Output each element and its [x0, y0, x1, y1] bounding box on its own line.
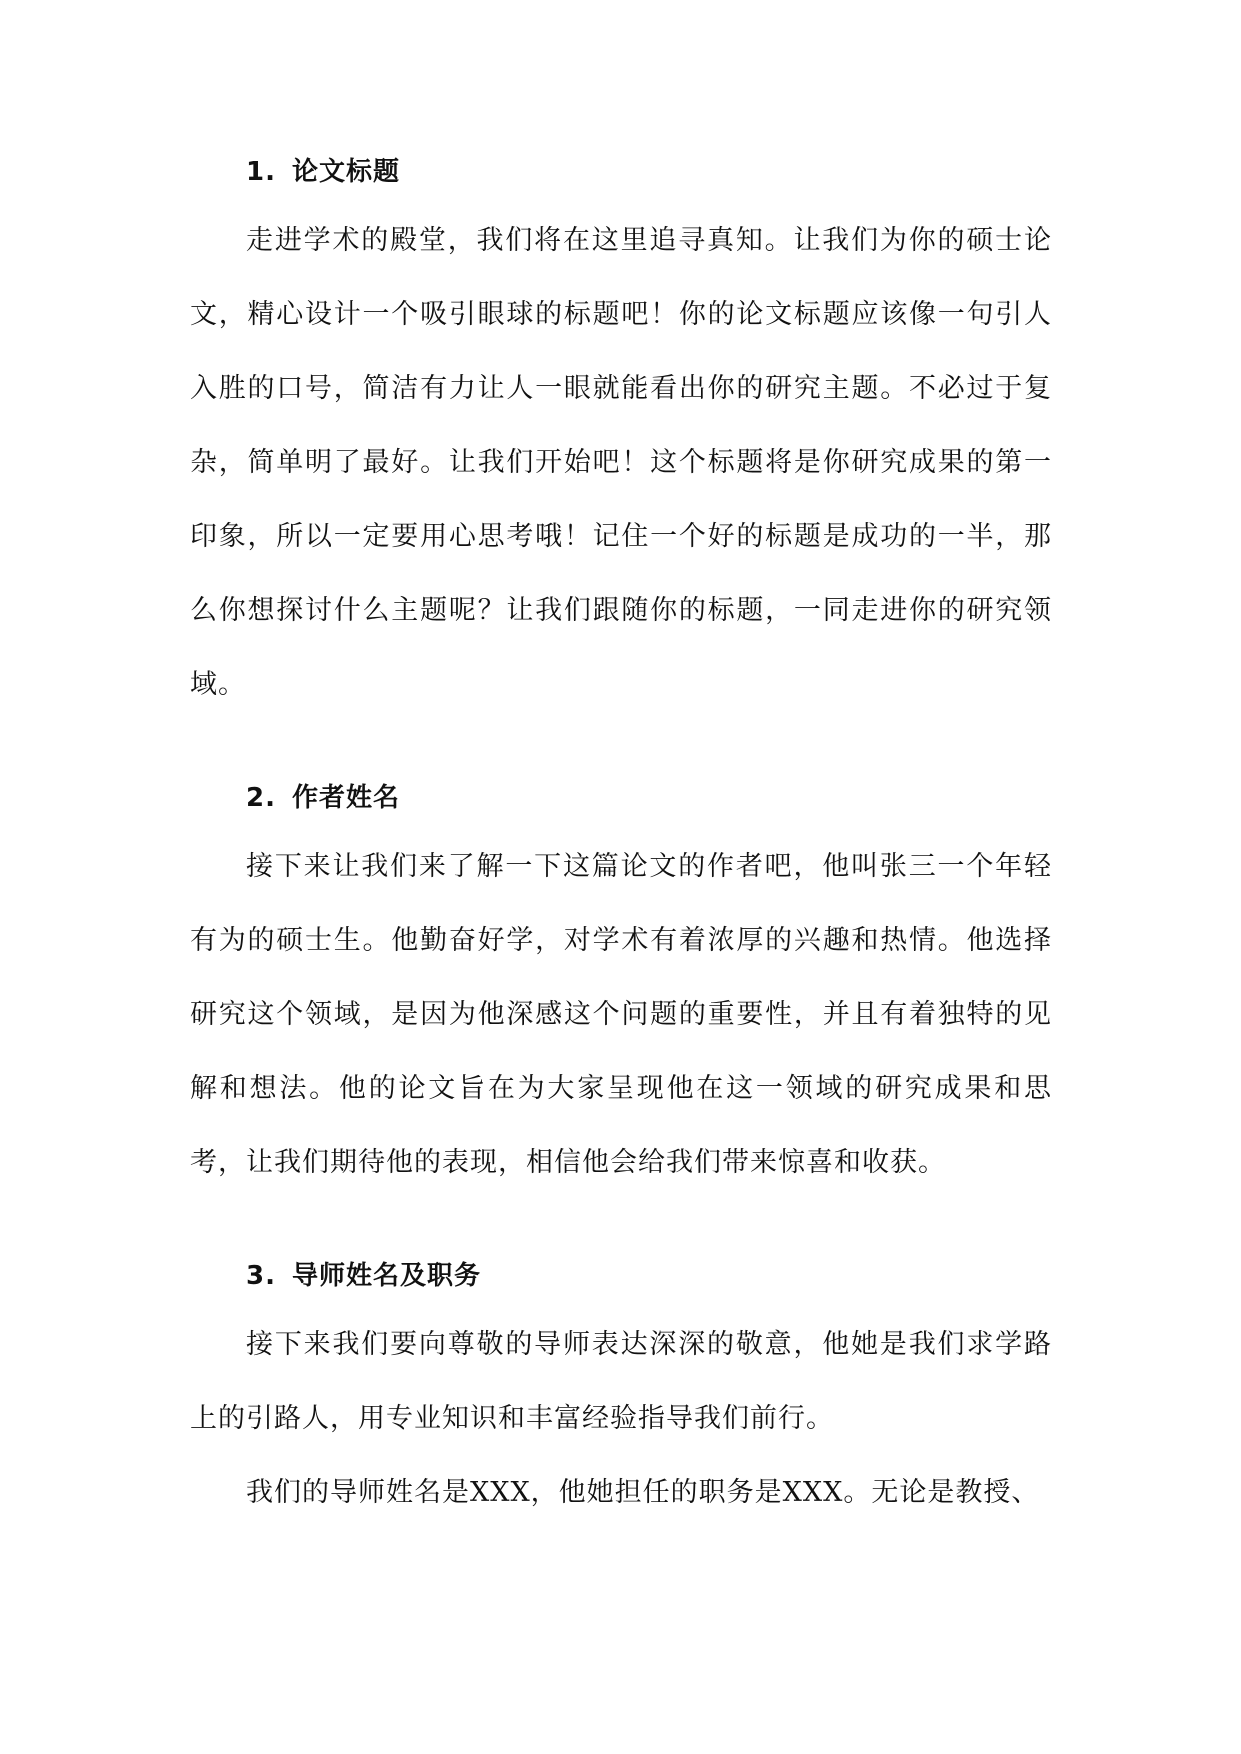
paragraph: 我们的导师姓名是XXX，他她担任的职务是XXX。无论是教授、 — [246, 1477, 1040, 1508]
section-number: 3. — [246, 1261, 276, 1291]
section-thesis-title — [190, 140, 1052, 722]
document-body — [190, 140, 1052, 1530]
section-heading — [190, 1244, 1052, 1308]
section-title: 作者姓名 — [291, 783, 400, 813]
section-number: 1. — [246, 157, 276, 187]
section-number: 2. — [246, 783, 276, 813]
section-heading — [190, 766, 1052, 830]
section-advisor-info — [190, 1244, 1052, 1530]
section-heading — [190, 140, 1052, 204]
section-author-name — [190, 766, 1052, 1200]
paragraph: 接下来让我们来了解一下这篇论文的作者吧，他叫张三一个年轻有为的硕士生。他勤奋好学，对学术有着浓厚的兴趣和热情。他选择研究这个领域，是因为他深感这个问题的重要性，并且有着独特的见解和想法。他的论文旨在为大家呈现他在这一领域的研究成果和思考，让我们期待他的表现，相信他会给我们带来惊喜和收获。 — [190, 851, 1052, 1178]
section-title: 导师姓名及职务 — [291, 1261, 481, 1291]
section-title: 论文标题 — [291, 157, 400, 187]
paragraph: 走进学术的殿堂，我们将在这里追寻真知。让我们为你的硕士论文，精心设计一个吸引眼球的标题吧！你的论文标题应该像一句引人入胜的口号，简洁有力让人一眼就能看出你的研究主题。不必过于复杂，简单明了最好。让我们开始吧！这个标题将是你研究成果的第一印象，所以一定要用心思考哦！记住一个好的标题是成功的一半，那么你想探讨什么主题呢？让我们跟随你的标题，一同走进你的研究领域。 — [190, 225, 1052, 700]
paragraph: 接下来我们要向尊敬的导师表达深深的敬意，他她是我们求学路上的引路人，用专业知识和丰富经验指导我们前行。 — [190, 1329, 1052, 1434]
